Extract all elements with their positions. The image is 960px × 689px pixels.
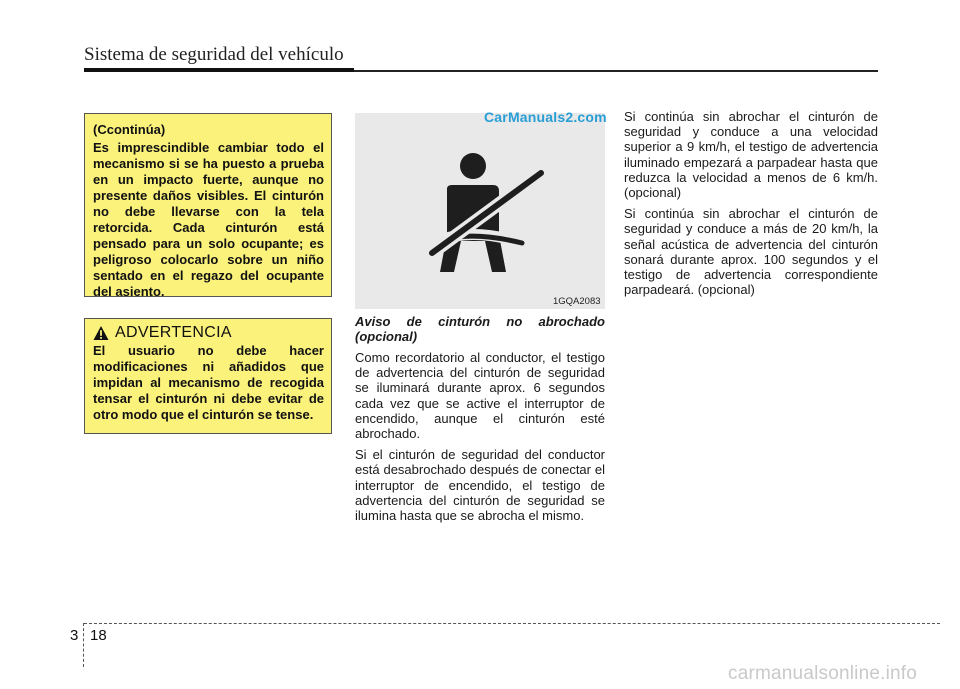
header-rule-thick: [84, 68, 354, 72]
watermark-carmanuals2: CarManuals2.com: [484, 109, 607, 125]
section-subheading: Aviso de cinturón no abrochado (opcional): [355, 314, 605, 344]
paragraph: Si continúa sin abrochar el cinturón de seguridad y conduce a una velocidad superior a 9 km/h, el testigo de advertencia iluminado empezará a parpadear hasta que reduzca la velocidad a menos de 6 km/h. (opcional): [624, 109, 878, 201]
chapter-number: 3: [70, 627, 79, 644]
warning-box: [84, 318, 332, 434]
paragraph: Si continúa sin abrochar el cinturón de seguridad y conduce a más de 20 km/h, la señal acústica de advertencia del cinturón sonará durante aprox. 100 segundos y el testigo de advertencia correspondiente parpadeará. (opcional): [624, 206, 878, 298]
column-2: [355, 314, 605, 529]
watermark-carmanualsonline: carmanualsonline.info: [728, 663, 918, 684]
footer-rule: [84, 623, 940, 624]
continued-heading: (Ccontinúa): [93, 122, 166, 137]
page-header-title: Sistema de seguridad del vehículo: [84, 44, 344, 65]
warning-triangle-icon: [93, 325, 109, 341]
footer-vertical-rule: [83, 623, 84, 667]
seatbelt-warning-icon: [355, 113, 605, 309]
paragraph: Como recordatorio al conductor, el testigo de advertencia del cinturón de seguridad se iluminará durante aprox. 6 segundos cada vez que se active el interruptor de encendido, aunque el cinturón esté abrochado.: [355, 350, 605, 442]
warning-header: [93, 325, 324, 341]
header-rule-thin: [354, 70, 878, 72]
page-number: 18: [90, 627, 107, 644]
continued-text: Es imprescindible cambiar todo el mecanismo si se ha puesto a prueba en un impacto fuerte, aunque no presente daños visibles. El cinturón no debe llevarse con la tela retorcida. Cada cinturón está pensado para un solo ocupante; es peligroso colocarlo sobre un niño sentado en el regazo del ocupante del asiento.: [93, 140, 324, 299]
continued-caution-box: [84, 113, 332, 297]
seatbelt-figure: [355, 113, 605, 309]
paragraph: Si el cinturón de seguridad del conductor está desabrochado después de conectar el interruptor de encendido, el testigo de advertencia del cinturón de seguridad se ilumina hasta que se abrocha el mismo.: [355, 447, 605, 524]
figure-code: 1GQA2083: [553, 296, 601, 307]
column-3: [624, 109, 878, 303]
warning-text: El usuario no debe hacer modificaciones ni añadidos que impidan al mecanismo de recogida tensar el cinturón ni debe evitar de otro modo que el cinturón se tense.: [93, 343, 324, 422]
warning-title: ADVERTENCIA: [115, 324, 232, 341]
